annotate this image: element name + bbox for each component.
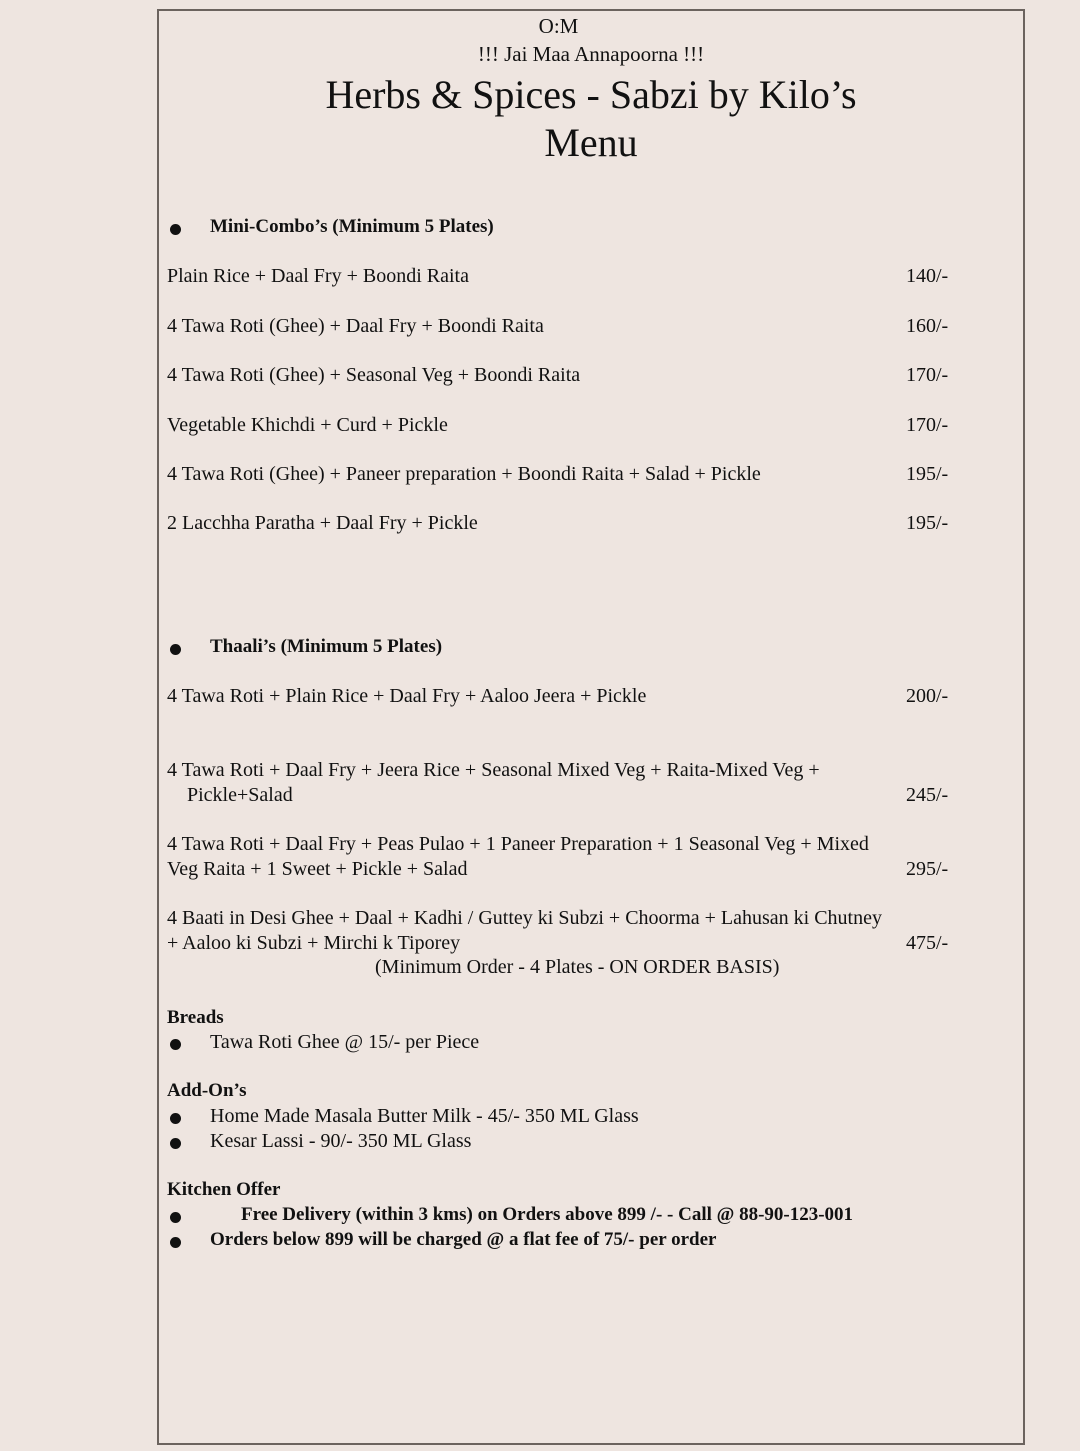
- menu-item: 4 Tawa Roti + Plain Rice + Daal Fry + Aaloo Jeera + Pickle: [167, 685, 647, 707]
- menu-item-price: 245/-: [906, 784, 949, 806]
- section-heading-mini-combos: Mini-Combo’s (Minimum 5 Plates): [210, 216, 494, 237]
- menu-item: 2 Lacchha Paratha + Daal Fry + Pickle: [167, 512, 478, 534]
- menu-item-continued: + Aaloo ki Subzi + Mirchi k Tiporey: [167, 932, 461, 954]
- offer-item: Orders below 899 will be charged @ a flat fee of 75/- per order: [210, 1229, 717, 1250]
- section-heading-kitchen-offer: Kitchen Offer: [167, 1179, 281, 1200]
- menu-item-price: 475/-: [906, 932, 949, 954]
- menu-item-price: 200/-: [906, 685, 949, 707]
- section-heading-addons: Add-On’s: [167, 1080, 247, 1101]
- menu-item: 4 Tawa Roti (Ghee) + Seasonal Veg + Boondi Raita: [167, 364, 581, 386]
- menu-item: 4 Tawa Roti (Ghee) + Paneer preparation + Boondi Raita + Salad + Pickle: [167, 463, 761, 485]
- offer-item: Free Delivery (within 3 kms) on Orders above 899 /- - Call @ 88-90-123-001: [241, 1204, 854, 1225]
- menu-item: Vegetable Khichdi + Curd + Pickle: [167, 414, 448, 436]
- menu-item-price: 195/-: [906, 463, 949, 485]
- bullet-icon: [170, 644, 181, 655]
- menu-item-continued: Veg Raita + 1 Sweet + Pickle + Salad: [167, 858, 468, 880]
- bullet-icon: [170, 1138, 181, 1149]
- menu-item: 4 Baati in Desi Ghee + Daal + Kadhi / Guttey ki Subzi + Choorma + Lahusan ki Chutney: [167, 907, 882, 929]
- bullet-icon: [170, 1039, 181, 1050]
- bullet-icon: [170, 1113, 181, 1124]
- invocation-text: !!! Jai Maa Annapoorna !!!: [477, 42, 705, 66]
- section-heading-breads: Breads: [167, 1007, 224, 1028]
- list-item: Home Made Masala Butter Milk - 45/- 350 ML Glass: [210, 1105, 639, 1127]
- menu-item: 4 Tawa Roti + Daal Fry + Peas Pulao + 1 Paneer Preparation + 1 Seasonal Veg + Mixed: [167, 833, 869, 855]
- menu-item-continued: Pickle+Salad: [187, 784, 293, 806]
- list-item: Tawa Roti Ghee @ 15/- per Piece: [210, 1031, 480, 1053]
- menu-page: [157, 9, 1025, 1445]
- bullet-icon: [170, 1212, 181, 1223]
- list-item: Kesar Lassi - 90/- 350 ML Glass: [210, 1130, 472, 1152]
- menu-item: 4 Tawa Roti + Daal Fry + Jeera Rice + Seasonal Mixed Veg + Raita-Mixed Veg +: [167, 759, 820, 781]
- menu-item-price: 295/-: [906, 858, 949, 880]
- menu-item: Plain Rice + Daal Fry + Boondi Raita: [167, 265, 469, 287]
- menu-item: 4 Tawa Roti (Ghee) + Daal Fry + Boondi Raita: [167, 315, 544, 337]
- bullet-icon: [170, 224, 181, 235]
- bullet-icon: [170, 1237, 181, 1248]
- menu-item-price: 195/-: [906, 512, 949, 534]
- menu-item-price: 140/-: [906, 265, 949, 287]
- menu-item-price: 170/-: [906, 414, 949, 436]
- menu-item-price: 170/-: [906, 364, 949, 386]
- page-subtitle: Menu: [544, 120, 638, 165]
- order-note: (Minimum Order - 4 Plates - ON ORDER BASIS): [375, 956, 780, 978]
- menu-item-price: 160/-: [906, 315, 949, 337]
- om-text: O:M: [538, 14, 579, 38]
- section-heading-thaalis: Thaali’s (Minimum 5 Plates): [210, 636, 443, 657]
- page-title: Herbs & Spices - Sabzi by Kilo’s: [325, 72, 857, 117]
